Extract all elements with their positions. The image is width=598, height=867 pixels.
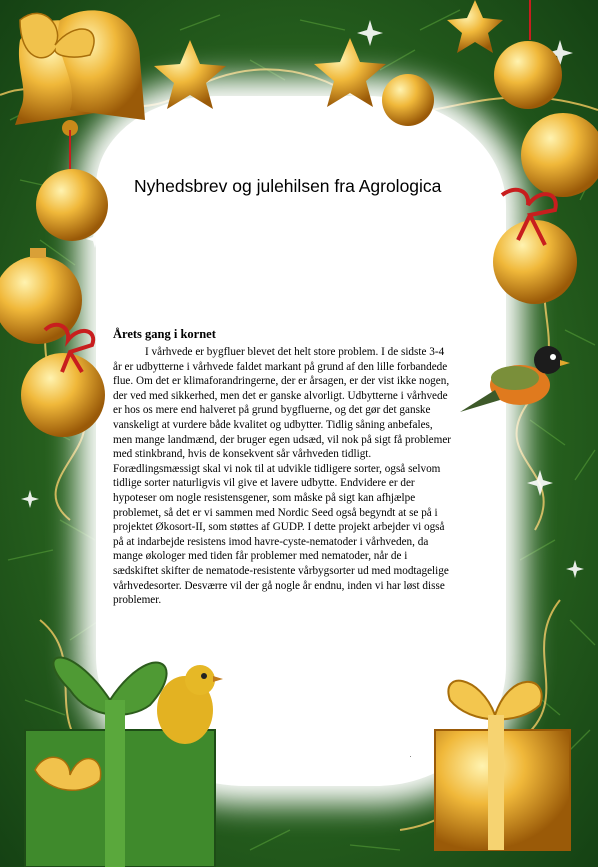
ornament-icon — [0, 130, 108, 437]
article — [113, 327, 453, 608]
stray-dot — [410, 756, 411, 757]
newsletter-title: Nyhedsbrev og julehilsen fra Agrologica — [134, 176, 442, 196]
section-heading: Årets gang i kornet — [113, 327, 216, 341]
article-body: I vårhvede er bygfluer blevet det helt store problem. I de sidste 3-4 år er udbytterne i vårhvede faldet markant på grund af den lille forbandede flue. Om det er klimaforandringerne, der er årsagen, er der vist ikke nogen, der ved med sikkerhed, men det er ganske alvorligt. Udbytterne i vårhvede er hos os mere end halveret på grund bygfluerne, og det gør det ganske vanskeligt at vurdere både kvalitet og udbytter. Tidlig såning anbefales, men mange landmænd, der bruger egen udsæd, vil nok på sigt få problemer med stinkbrand, hvis de konsekvent sår vårhveden tidligt. Forædlingsmæssigt skal vi nok til at udvikle tidligere sorter, også selvom tidlige sorter naturligvis vil give et lavere udbytte. Endvidere er der hypoteser om nogle resistensgener, som måske på sigt kan afhjælpe problemet, så det er vi sammen med Nordic Seed også begyndt at se på i projektet Økosort-II, som støttes af GUDP. I dette projekt arbejder vi også på at indarbejde resistens imod havre-cyste-nematoder i vårhveden, da mange økologer med tiden får problemer med nematoder, når de i sædskiftet skifter de nematode-resistente vårbygsorter ud med modtagelige vårhvedesorter. Desværre vil der gå nogle år endnu, inden vi har løst disse problemer. — [113, 346, 452, 607]
gift-icon — [435, 681, 570, 850]
star-icon — [154, 0, 503, 109]
bird-icon — [460, 346, 570, 412]
